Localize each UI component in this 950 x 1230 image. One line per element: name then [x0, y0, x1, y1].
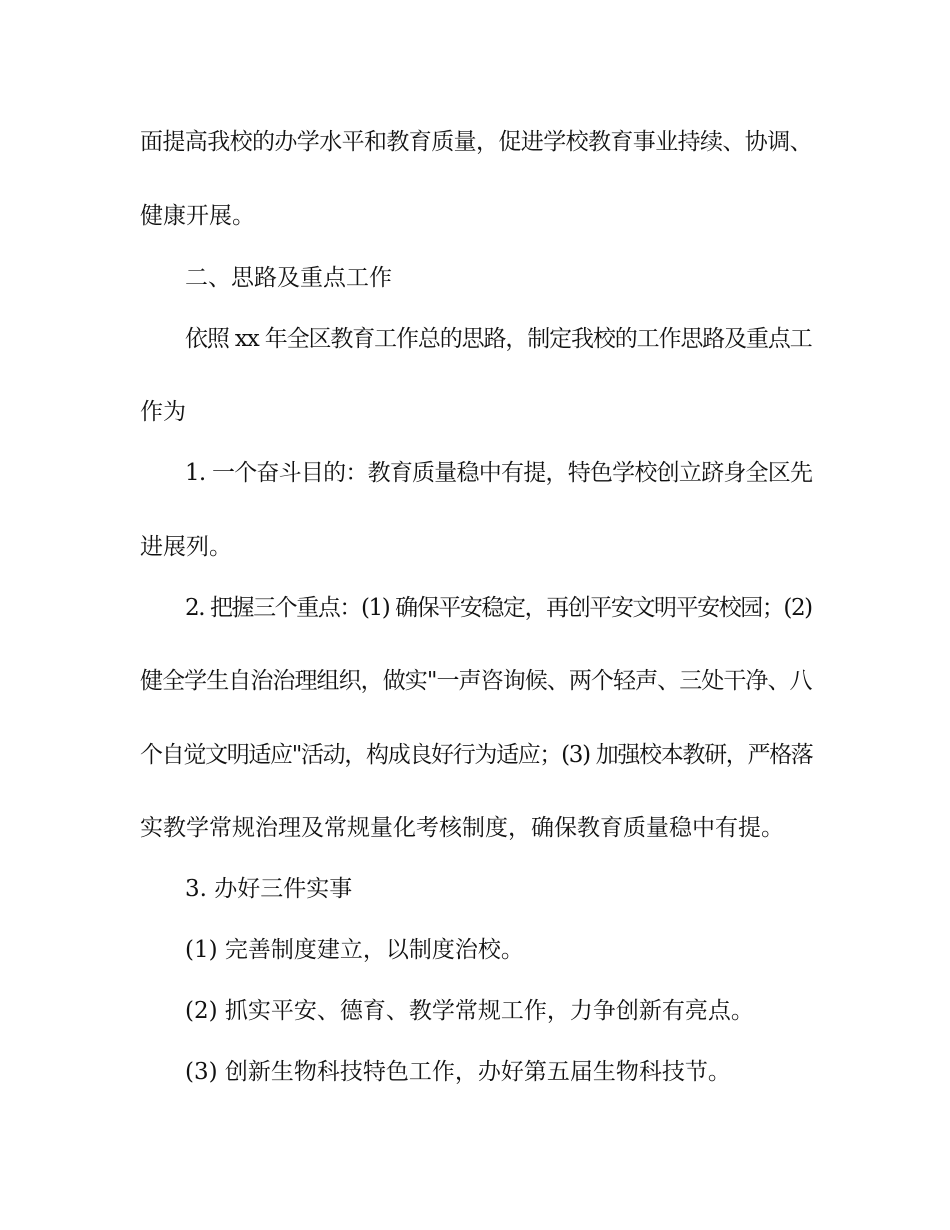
list-item-2-line-4: 实教学常规治理及常规量化考核制度，确保教育质量稳中有提。 — [140, 815, 784, 841]
sub-item-1: (1) 完善制度建立，以制度治校。 — [185, 937, 524, 963]
sub-item-3: (3) 创新生物科技特色工作，办好第五届生物科技节。 — [185, 1059, 731, 1085]
paragraph-line-4: 作为 — [140, 399, 186, 425]
list-item-1-line-1: 1. 一个奋斗目的：教育质量稳中有提，特色学校创立跻身全区先 — [185, 460, 813, 486]
paragraph-line-3: 依照 xx 年全区教育工作总的思路，制定我校的工作思路及重点工 — [185, 326, 812, 352]
list-item-2-line-1: 2. 把握三个重点：(1) 确保平安稳定，再创平安文明平安校园；(2) — [185, 595, 812, 621]
list-item-2-line-3: 个自觉文明适应"活动，构成良好行为适应；(3) 加强校本教研，严格落 — [140, 742, 813, 768]
paragraph-line-2: 健康开展。 — [140, 203, 255, 229]
section-heading: 二、思路及重点工作 — [185, 265, 392, 291]
list-item-2-line-2: 健全学生自治治理组织，做实"一声咨询候、两个轻声、三处干净、八 — [140, 668, 812, 694]
list-item-3: 3. 办好三件实事 — [185, 876, 353, 902]
list-item-1-line-2: 进展列。 — [140, 534, 232, 560]
sub-item-2: (2) 抓实平安、德育、教学常规工作，力争创新有亮点。 — [185, 998, 754, 1024]
paragraph-line-1: 面提高我校的办学水平和教育质量，促进学校教育事业持续、协调、 — [140, 129, 813, 155]
